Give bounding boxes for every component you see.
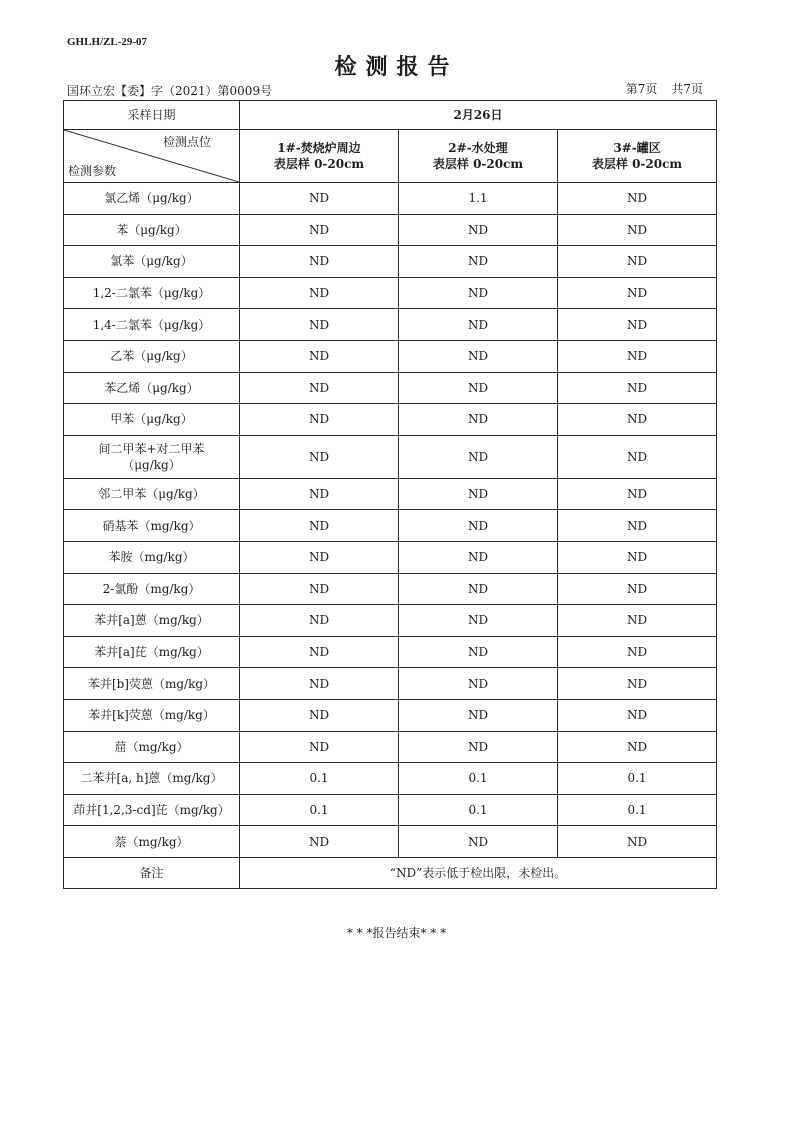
result-cell: ND bbox=[399, 372, 558, 404]
parameter-name: 1,2-二氯苯（μg/kg） bbox=[92, 286, 211, 301]
result-cell: ND bbox=[558, 435, 717, 478]
parameter-cell bbox=[64, 699, 240, 731]
result-cell: ND bbox=[399, 246, 558, 278]
result-cell: ND bbox=[558, 404, 717, 436]
parameter-name: 硝基苯（mg/kg） bbox=[102, 518, 201, 533]
table-row bbox=[64, 794, 717, 826]
remarks-row bbox=[64, 857, 717, 889]
table-row bbox=[64, 699, 717, 731]
point-name: 3#-罐区 bbox=[613, 141, 661, 155]
parameter-name: 苯胺（mg/kg） bbox=[108, 550, 195, 565]
result-cell: 0.1 bbox=[240, 763, 399, 795]
parameter-name: 乙苯（μg/kg） bbox=[110, 349, 193, 364]
results-table bbox=[63, 100, 717, 889]
result-cell: ND bbox=[240, 404, 399, 436]
sampling-date-value: 2月26日 bbox=[240, 101, 717, 130]
parameter-cell bbox=[64, 309, 240, 341]
result-cell: ND bbox=[558, 510, 717, 542]
parameter-name: 苯并[a]蒽（mg/kg） bbox=[94, 613, 209, 628]
parameter-cell bbox=[64, 731, 240, 763]
report-number: 国环立宏【委】字（2021）第0009号 bbox=[67, 84, 273, 98]
parameter-name: 苯乙烯（μg/kg） bbox=[104, 380, 199, 395]
point-header-1 bbox=[240, 130, 399, 183]
result-cell: ND bbox=[240, 478, 399, 510]
table-row bbox=[64, 668, 717, 700]
result-cell: ND bbox=[558, 826, 717, 858]
point-depth: 表层样 0-20cm bbox=[591, 157, 683, 171]
parameter-cell bbox=[64, 435, 240, 478]
page-number: 第7页 bbox=[625, 82, 658, 96]
sampling-points-row bbox=[64, 130, 717, 183]
result-cell: ND bbox=[558, 214, 717, 246]
table-row bbox=[64, 478, 717, 510]
result-cell: ND bbox=[240, 510, 399, 542]
document-code: GHLH/ZL-29-07 bbox=[67, 36, 148, 48]
result-cell: ND bbox=[399, 541, 558, 573]
result-cell: ND bbox=[240, 668, 399, 700]
parameter-name: 1,4-二氯苯（μg/kg） bbox=[92, 317, 211, 332]
sampling-date-row bbox=[64, 101, 717, 130]
table-row bbox=[64, 636, 717, 668]
parameter-cell bbox=[64, 277, 240, 309]
parameter-cell bbox=[64, 404, 240, 436]
result-cell: ND bbox=[240, 435, 399, 478]
parameter-name: 2-氯酚（mg/kg） bbox=[102, 581, 201, 596]
sampling-date-label: 采样日期 bbox=[64, 101, 240, 130]
point-header-3 bbox=[558, 130, 717, 183]
parameter-cell bbox=[64, 573, 240, 605]
table-row bbox=[64, 214, 717, 246]
result-cell: ND bbox=[399, 309, 558, 341]
result-cell: ND bbox=[399, 605, 558, 637]
result-cell: ND bbox=[399, 435, 558, 478]
result-cell: ND bbox=[240, 183, 399, 215]
parameter-name: 苯（μg/kg） bbox=[116, 222, 187, 237]
result-cell: 0.1 bbox=[399, 794, 558, 826]
parameter-cell bbox=[64, 372, 240, 404]
parameter-cell bbox=[64, 636, 240, 668]
result-cell: ND bbox=[558, 277, 717, 309]
point-depth: 表层样 0-20cm bbox=[273, 157, 365, 171]
point-name: 1#-焚烧炉周边 bbox=[277, 141, 361, 155]
result-cell: ND bbox=[558, 246, 717, 278]
parameter-cell bbox=[64, 183, 240, 215]
result-cell: ND bbox=[558, 573, 717, 605]
result-cell: ND bbox=[399, 699, 558, 731]
parameter-name: 茚并[1,2,3-cd]芘（mg/kg） bbox=[73, 802, 230, 817]
result-cell: ND bbox=[558, 478, 717, 510]
parameter-name: 萘（mg/kg） bbox=[114, 834, 189, 849]
table-row bbox=[64, 510, 717, 542]
corner-label-points: 检测点位 bbox=[162, 135, 211, 149]
result-cell: ND bbox=[399, 277, 558, 309]
result-cell: ND bbox=[240, 340, 399, 372]
parameter-cell bbox=[64, 763, 240, 795]
result-cell: ND bbox=[240, 826, 399, 858]
result-cell: ND bbox=[399, 731, 558, 763]
result-cell: 1.1 bbox=[399, 183, 558, 215]
result-cell: ND bbox=[240, 699, 399, 731]
table-row bbox=[64, 605, 717, 637]
page-total: 共7页 bbox=[671, 82, 703, 96]
report-end-mark: * * *报告结束* * * bbox=[346, 926, 447, 940]
result-cell: ND bbox=[558, 605, 717, 637]
parameter-cell bbox=[64, 340, 240, 372]
remarks-label: 备注 bbox=[64, 857, 240, 889]
corner-header-cell bbox=[64, 130, 240, 183]
result-cell: ND bbox=[399, 510, 558, 542]
result-cell: ND bbox=[399, 636, 558, 668]
result-cell: ND bbox=[240, 277, 399, 309]
point-name: 2#-水处理 bbox=[448, 141, 508, 155]
parameter-name: 甲苯（μg/kg） bbox=[110, 412, 193, 427]
parameter-name: 邻二甲苯（μg/kg） bbox=[98, 487, 205, 502]
parameter-name: 苯并[a]芘（mg/kg） bbox=[94, 645, 209, 660]
result-cell: ND bbox=[399, 573, 558, 605]
parameter-cell bbox=[64, 510, 240, 542]
table-row bbox=[64, 340, 717, 372]
result-cell: ND bbox=[558, 340, 717, 372]
result-cell: ND bbox=[558, 183, 717, 215]
page-indicator bbox=[626, 80, 703, 97]
point-depth: 表层样 0-20cm bbox=[432, 157, 524, 171]
result-cell: ND bbox=[558, 541, 717, 573]
table-row bbox=[64, 309, 717, 341]
corner-label-params: 检测参数 bbox=[68, 164, 117, 178]
result-cell: ND bbox=[399, 668, 558, 700]
parameter-name: 苯并[b]荧蒽（mg/kg） bbox=[87, 676, 216, 691]
parameter-cell bbox=[64, 246, 240, 278]
point-header-2 bbox=[399, 130, 558, 183]
result-cell: 0.1 bbox=[399, 763, 558, 795]
remarks-text: “ND”表示低于检出限，未检出。 bbox=[240, 857, 717, 889]
result-cell: ND bbox=[399, 826, 558, 858]
table-row bbox=[64, 435, 717, 478]
result-cell: ND bbox=[240, 605, 399, 637]
parameter-name: 䓛（mg/kg） bbox=[114, 739, 189, 754]
parameter-cell bbox=[64, 668, 240, 700]
result-cell: ND bbox=[240, 573, 399, 605]
table-row bbox=[64, 183, 717, 215]
result-cell: ND bbox=[240, 541, 399, 573]
result-cell: ND bbox=[558, 636, 717, 668]
table-row bbox=[64, 404, 717, 436]
table-row bbox=[64, 573, 717, 605]
table-row bbox=[64, 541, 717, 573]
parameter-name: 间二甲苯+对二甲苯 bbox=[98, 441, 205, 456]
result-cell: ND bbox=[399, 214, 558, 246]
parameter-unit: （μg/kg） bbox=[122, 457, 181, 472]
result-cell: 0.1 bbox=[558, 794, 717, 826]
parameter-cell bbox=[64, 214, 240, 246]
result-cell: ND bbox=[399, 478, 558, 510]
parameter-name: 苯并[k]荧蒽（mg/kg） bbox=[88, 708, 215, 723]
result-cell: 0.1 bbox=[240, 794, 399, 826]
table-row bbox=[64, 277, 717, 309]
parameter-name: 二苯并[a, h]蒽（mg/kg） bbox=[80, 771, 223, 786]
parameter-cell bbox=[64, 826, 240, 858]
result-cell: ND bbox=[240, 309, 399, 341]
result-cell: ND bbox=[240, 731, 399, 763]
table-row bbox=[64, 372, 717, 404]
parameter-name: 氯乙烯（μg/kg） bbox=[104, 191, 199, 206]
result-cell: ND bbox=[240, 246, 399, 278]
table-row bbox=[64, 246, 717, 278]
result-cell: ND bbox=[558, 731, 717, 763]
result-cell: ND bbox=[399, 340, 558, 372]
result-cell: ND bbox=[558, 699, 717, 731]
table-row bbox=[64, 763, 717, 795]
report-title: 检测报告 bbox=[334, 54, 459, 80]
result-cell: ND bbox=[240, 372, 399, 404]
result-cell: ND bbox=[240, 214, 399, 246]
parameter-cell bbox=[64, 478, 240, 510]
parameter-cell bbox=[64, 605, 240, 637]
result-cell: ND bbox=[240, 636, 399, 668]
result-cell: ND bbox=[399, 404, 558, 436]
parameter-name: 氯苯（μg/kg） bbox=[110, 254, 193, 269]
table-row bbox=[64, 731, 717, 763]
result-cell: ND bbox=[558, 668, 717, 700]
result-cell: 0.1 bbox=[558, 763, 717, 795]
result-cell: ND bbox=[558, 309, 717, 341]
result-cell: ND bbox=[558, 372, 717, 404]
parameter-cell bbox=[64, 541, 240, 573]
table-row bbox=[64, 826, 717, 858]
parameter-cell bbox=[64, 794, 240, 826]
